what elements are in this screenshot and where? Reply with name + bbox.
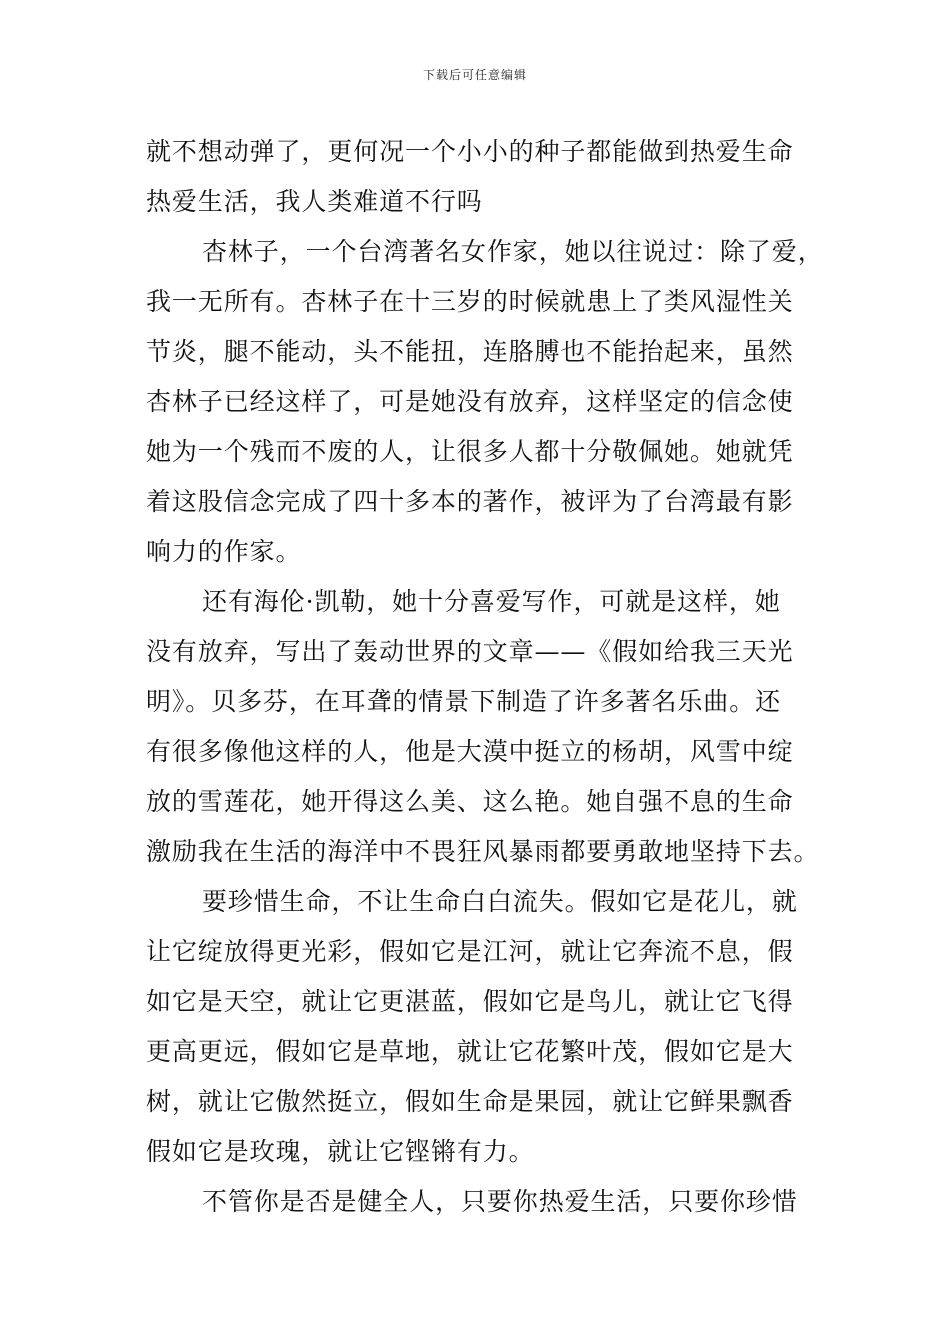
text-line-22: 不管你是否是健全人，只要你热爱生活，只要你珍惜 [202,1187,798,1216]
text-line-7: 她为一个残而不废的人，让很多人都十分敬佩她。她就凭 [146,437,794,466]
text-line-11: 没有放弃，写出了轰动世界的文章——《假如给我三天光 [146,637,794,666]
text-line-20: 树，就让它傲然挺立，假如生命是果园，就让它鲜果飘香 [146,1087,794,1116]
text-line-17: 让它绽放得更光彩，假如它是江河，就让它奔流不息，假 [146,937,794,966]
text-line-10: 还有海伦·凯勒，她十分喜爱写作，可就是这样，她 [202,587,781,616]
text-line-4: 我一无所有。杏林子在十三岁的时候就患上了类风湿性关 [146,287,794,316]
text-line-13: 有很多像他这样的人，他是大漠中挺立的杨胡，风雪中绽 [146,737,794,766]
text-line-14: 放的雪莲花，她开得这么美、这么艳。她自强不息的生命 [146,787,794,816]
text-line-19: 更高更远，假如它是草地，就让它花繁叶茂，假如它是大 [146,1037,794,1066]
text-line-3: 杏林子，一个台湾著名女作家，她以往说过：除了爱， [202,237,824,266]
text-line-2: 热爱生活，我人类难道不行吗 [146,187,483,216]
text-line-15: 激励我在生活的海洋中不畏狂风暴雨都要勇敢地坚持下去。 [146,837,820,866]
text-line-21: 假如它是玫瑰，就让它铿锵有力。 [146,1137,535,1166]
text-line-18: 如它是天空，就让它更湛蓝，假如它是鸟儿，就让它飞得 [146,987,794,1016]
text-line-1: 就不想动弹了，更何况一个小小的种子都能做到热爱生命 [146,137,794,166]
page-header: 下载后可任意编辑 [422,68,527,82]
text-line-9: 响力的作家。 [146,537,302,566]
text-line-5: 节炎，腿不能动，头不能扭，连胳膊也不能抬起来，虽然 [146,337,794,366]
text-line-6: 杏林子已经这样了，可是她没有放弃，这样坚定的信念使 [146,387,794,416]
text-line-16: 要珍惜生命，不让生命白白流失。假如它是花儿，就 [202,887,798,916]
text-line-12: 明》。贝多芬，在耳聋的情景下制造了许多著名乐曲。还 [146,687,782,716]
document-body [146,127,824,1227]
text-line-8: 着这股信念完成了四十多本的著作，被评为了台湾最有影 [146,487,794,516]
